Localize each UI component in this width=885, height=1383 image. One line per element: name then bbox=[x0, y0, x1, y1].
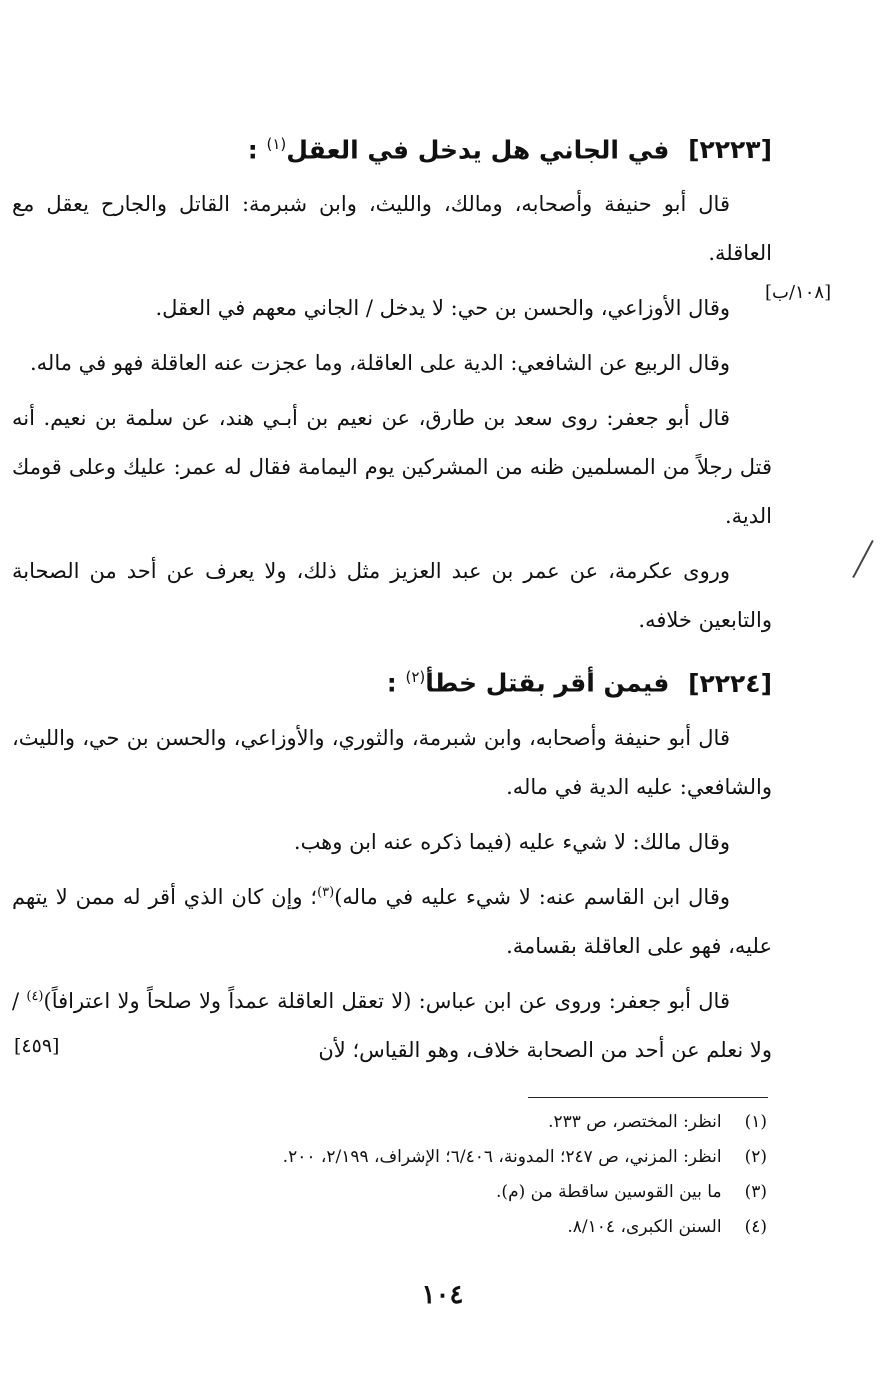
manuscript-folio-marker: [١٠٨/ب] bbox=[765, 282, 832, 303]
paragraph: وقال مالك: لا شيء عليه (فيما ذكره عنه ابن وهب. bbox=[293, 829, 730, 854]
section-heading-2223 bbox=[12, 124, 772, 170]
footnote-text: ما بين القوسين ساقطة من (م). bbox=[496, 1182, 722, 1202]
heading-colon: : bbox=[247, 135, 258, 165]
footnote bbox=[77, 1105, 767, 1140]
paragraph bbox=[12, 873, 772, 971]
main-text bbox=[12, 112, 772, 1081]
footnote bbox=[77, 1210, 767, 1245]
section-heading-2224 bbox=[12, 657, 772, 703]
page-number: ١٠٤ bbox=[421, 1280, 464, 1310]
paragraph-text: ؛ وإن كان الذي أقر له ممن لا يتهم عليه، فهو على العاقلة بقسامة. bbox=[12, 884, 772, 958]
paragraph: وقال الربيع عن الشافعي: الدية على العاقلة، وما عجزت عنه العاقلة فهو في ماله. bbox=[29, 351, 730, 376]
paragraph bbox=[12, 977, 772, 1075]
footnote-number: (٢) bbox=[744, 1147, 767, 1167]
section-title: فيمن أقر بقتل خطأ bbox=[425, 668, 670, 698]
footnotes bbox=[77, 1105, 767, 1245]
footnote bbox=[77, 1140, 767, 1175]
paragraph: قال أبو جعفر: روى سعد بن طارق، عن نعيم بن أبـي هند، عن سلمة بن نعيم. أنه قتل رجلاً من المسلمين ظنه من المشركين يوم اليمامة فقال له عمر: عليك وعلى قومك الدية. bbox=[12, 406, 772, 529]
footnote-ref: (٤) bbox=[26, 988, 44, 1004]
heading-colon: : bbox=[386, 668, 397, 698]
margin-pen-mark bbox=[852, 540, 873, 578]
footnote-ref: (١) bbox=[266, 135, 287, 153]
section-number: [٢٢٢٤] bbox=[688, 668, 772, 698]
manuscript-page-marker: [٤٥٩] bbox=[14, 1035, 60, 1057]
paragraph: وروى عكرمة، عن عمر بن عبد العزيز مثل ذلك، ولا يعرف عن أحد من الصحابة والتابعين خلافه. bbox=[12, 559, 772, 633]
section-number: [٢٢٢٣] bbox=[688, 135, 772, 165]
footnote-number: (٤) bbox=[744, 1217, 767, 1237]
footnote-text: انظر: المزني، ص ٢٤٧؛ المدونة، ٦/٤٠٦؛ الإشراف، ٢/١٩٩، ٢٠٠. bbox=[282, 1147, 722, 1167]
paragraph: وقال الأوزاعي، والحسن بن حي: لا يدخل / الجاني معهم في العقل. bbox=[155, 296, 730, 321]
footnote-separator bbox=[528, 1097, 768, 1098]
footnote-number: (٣) bbox=[744, 1182, 767, 1202]
paragraph-text: قال أبو جعفر: وروى عن ابن عباس: (لا تعقل العاقلة عمداً ولا صلحاً ولا اعترافاً) bbox=[43, 988, 730, 1013]
footnote-text: انظر: المختصر، ص ٢٣٣. bbox=[548, 1112, 722, 1132]
section-title: في الجاني هل يدخل في العقل bbox=[286, 135, 670, 165]
footnote-ref: (٣) bbox=[317, 884, 335, 900]
paragraph-text: وقال ابن القاسم عنه: لا شيء عليه في ماله) bbox=[334, 884, 730, 909]
footnote-ref: (٢) bbox=[405, 668, 426, 687]
paragraph-text: / ولا نعلم عن أحد من الصحابة خلاف، وهو القياس؛ لأن bbox=[12, 988, 772, 1062]
footnote-text: السنن الكبرى، ٨/١٠٤. bbox=[567, 1217, 722, 1237]
footnote-number: (١) bbox=[744, 1112, 767, 1132]
paragraph: قال أبو حنيفة وأصحابه، وابن شبرمة، والثوري، والأوزاعي، والحسن بن حي، والليث، والشافعي: عليه الدية في ماله. bbox=[12, 725, 772, 799]
paragraph: قال أبو حنيفة وأصحابه، ومالك، والليث، وابن شبرمة: القاتل والجارح يعقل مع العاقلة. bbox=[12, 192, 772, 266]
footnote bbox=[77, 1175, 767, 1210]
